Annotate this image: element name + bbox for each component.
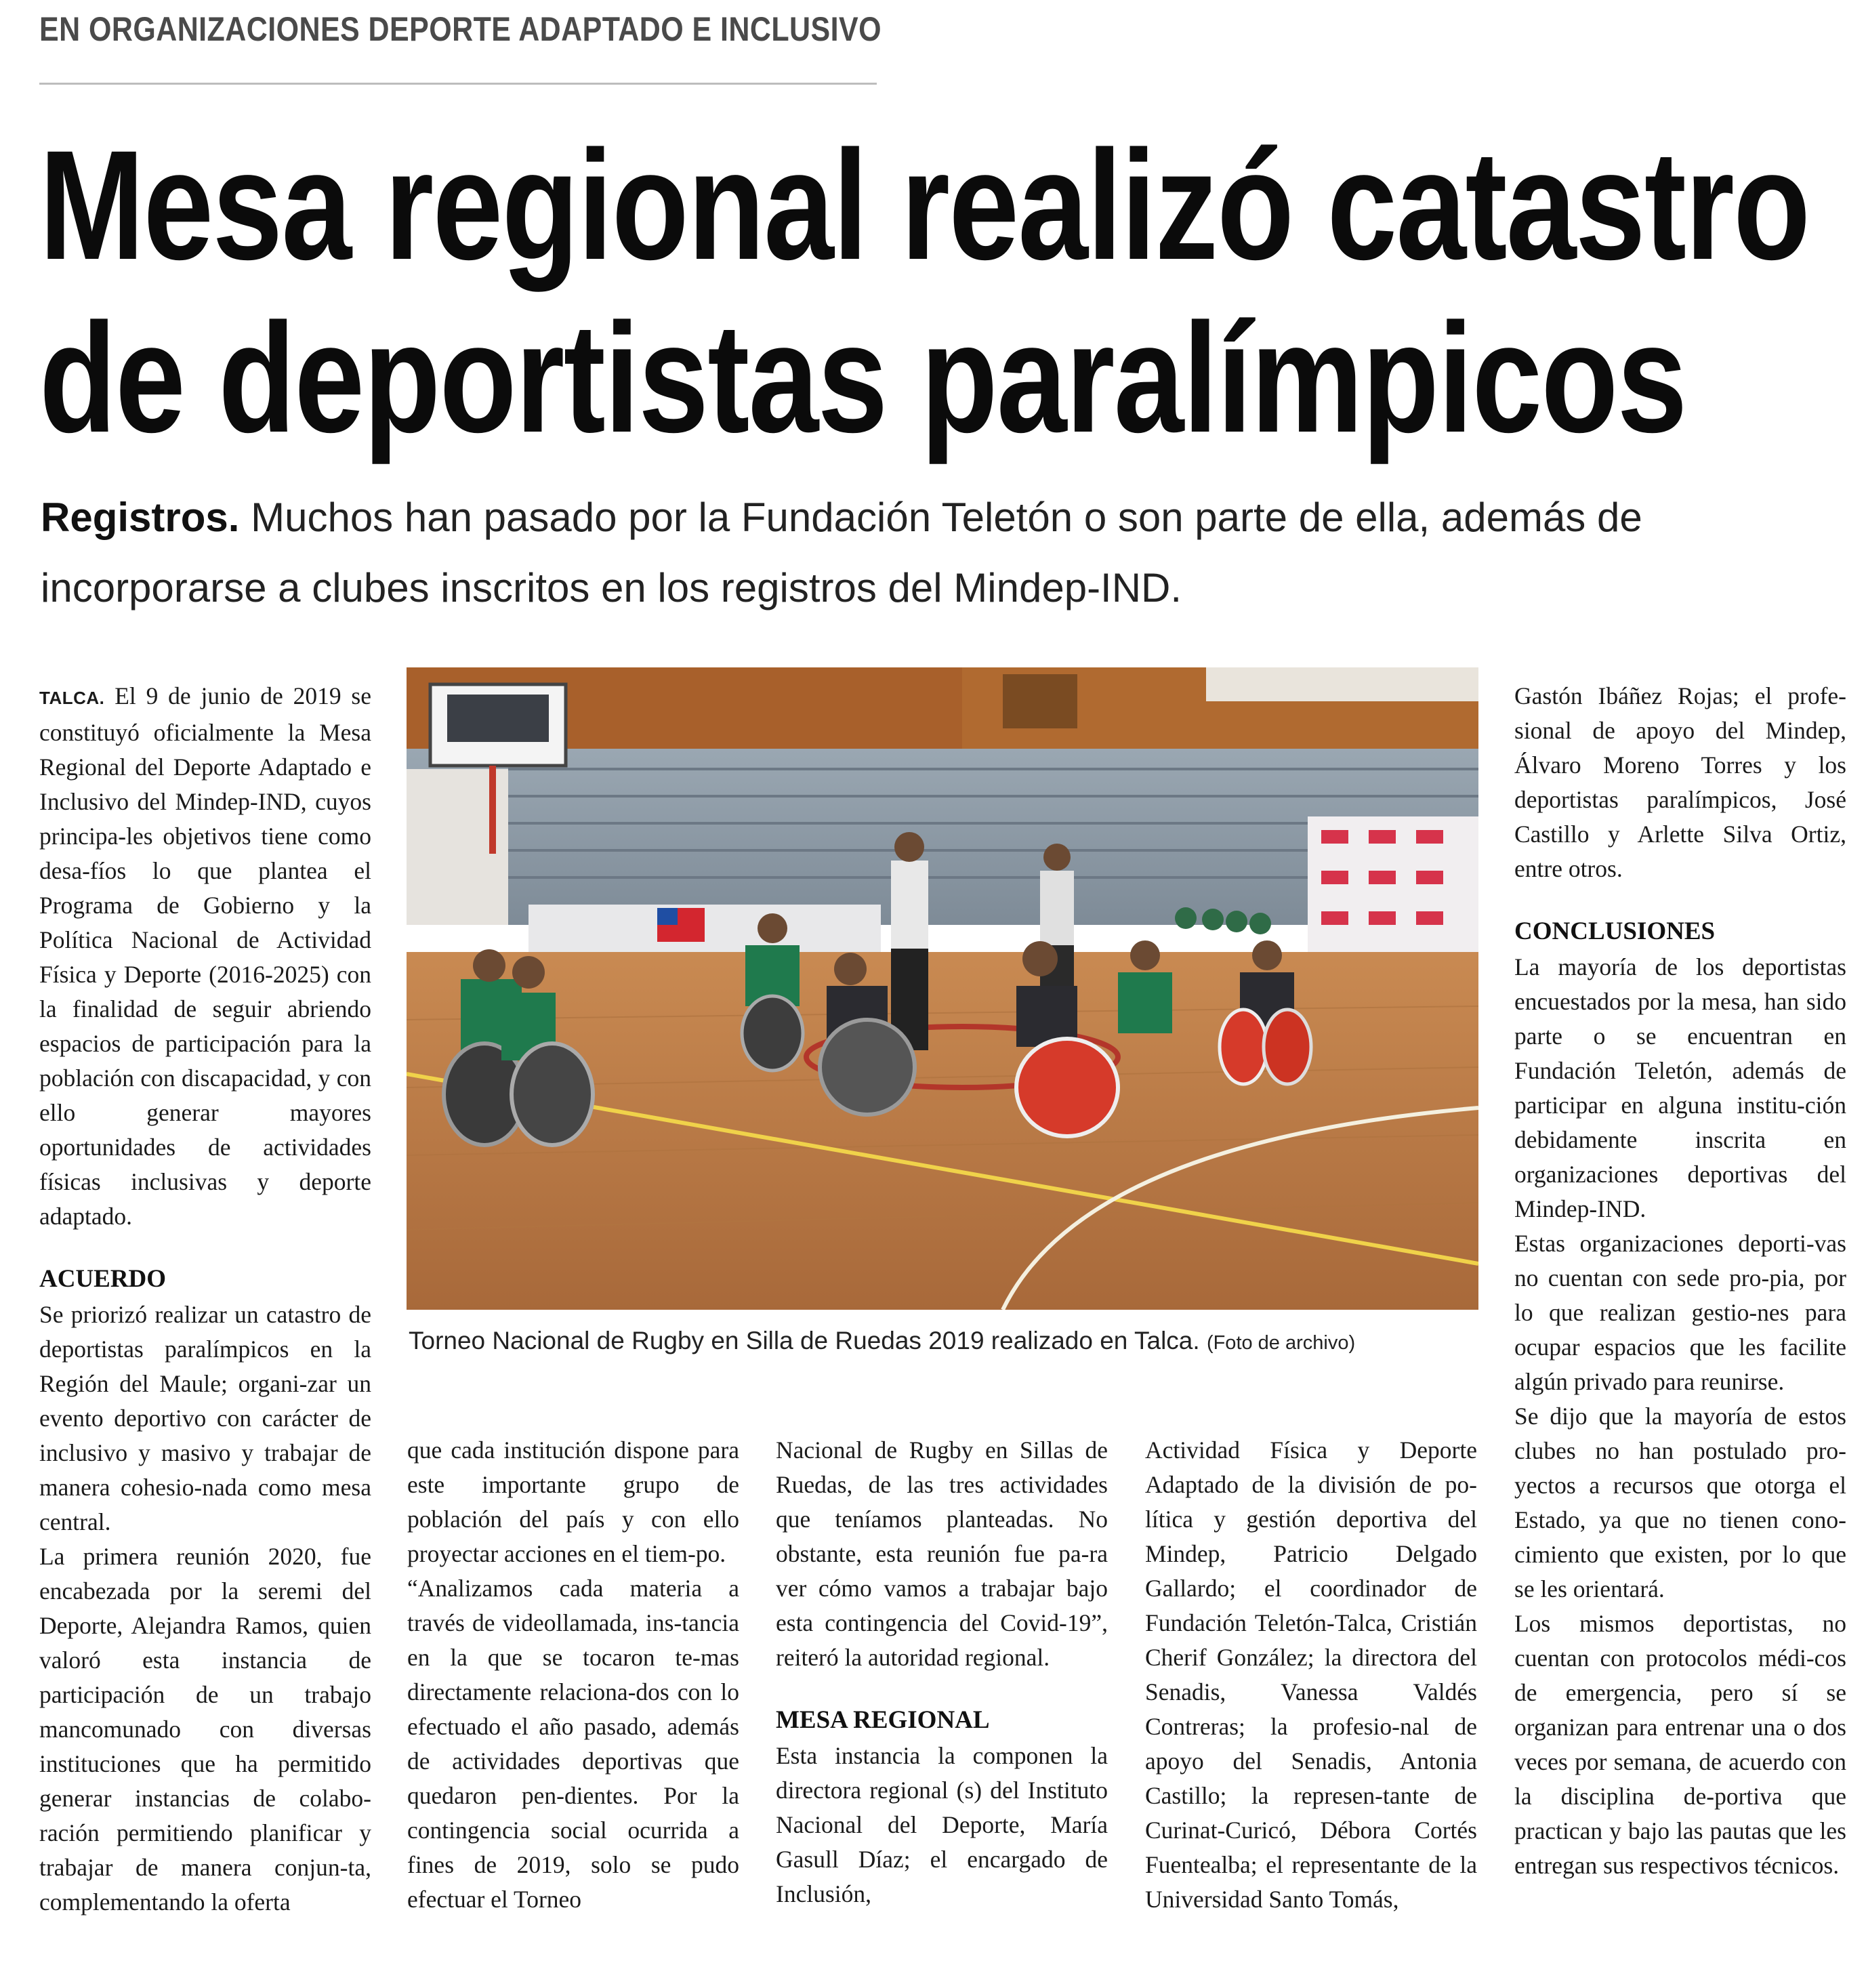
subheading-acuerdo: ACUERDO [39,1265,167,1293]
section-divider [39,83,877,85]
article-column-1 [39,679,371,1920]
deck [41,482,1843,623]
paragraph: Gastón Ibáñez Rojas; el profe-sional de apoyo del Mindep, Álvaro Moreno Torres y los deportistas paralímpicos, José Castillo y Arlette Silva Ortiz, entre otros. [1514,682,1846,882]
paragraph-quote: “Analizamos cada materia a través de videollamada, ins-tancia en la que se tocaron te-mas directamente relaciona-dos con lo efectuado el año pasado, además de actividades deportivas que quedaron pen-dientes. Por la contingencia social ocurrida a fines de 2019, solo se pudo efectuar el Torneo [407,1575,739,1913]
caption-text: Torneo Nacional de Rugby en Silla de Ruedas 2019 realizado en Talca. [409,1327,1200,1354]
photo-credit: (Foto de archivo) [1206,1332,1356,1354]
paragraph: Actividad Física y Deporte Adaptado de la división de po-lítica y gestión deportiva del Mindep, Patricio Delgado Gallardo; el coordinador de Fundación Teletón-Talca, Cristián Cherif González; la directora del Senadis, Vanessa Valdés Contreras; la profesio-nal de apoyo del Senadis, Antonia Castillo; la represen-tante de Curinat-Curicó, Débora Cortés Fuentealba; el representante de la Universidad Santo Tomás, [1145,1436,1477,1913]
headline-line-1: Mesa regional realizó catastro [39,118,1810,292]
paragraph: Estas organizaciones deporti-vas no cuentan con sede pro-pia, por lo que realizan gestio-nes para ocupar espacios que les facilite algún privado para reunirse. [1514,1230,1846,1395]
paragraph: Los mismos deportistas, no cuentan con protocolos médi-cos de emergencia, pero sí se organizan para entrenar una o dos veces por semana, de acuerdo con la disciplina de-portiva que practican y bajo las pautas que les entregan sus respectivos técnicos. [1514,1610,1846,1879]
photo-rugby-wheelchair [407,667,1478,1310]
paragraph: Se priorizó realizar un catastro de deportistas paralímpicos en la Región del Maule; organi-zar un evento deportivo con carácter de inclusivo y masivo y trabajar de manera cohesio-nada como mesa central. [39,1301,371,1535]
headline [39,118,1810,465]
photo-caption [409,1327,1355,1355]
paragraph-intro: El 9 de junio de 2019 se constituyó oficialmente la Mesa Regional del Deporte Adaptado e Inclusivo del Mindep-IND, cuyos principa-les objetivos tiene como desa-fíos lo que plantea el Programa de Gobierno y la Política Nacional de Actividad Física y Deporte (2016-2025) con la finalidad de seguir abriendo espacios de participación para la población con discapacidad, y con ello generar mayores oportunidades de actividades físicas inclusivas y deporte adaptado. [39,682,372,1230]
dateline: TALCA. [39,688,105,708]
paragraph: que cada institución dispone para este importante grupo de población del país y con ello proyectar acciones en el tiem-po. [407,1436,739,1567]
subheading-mesa-regional: MESA REGIONAL [776,1706,990,1734]
deck-text: Muchos han pasado por la Fundación Teletón o son parte de ella, además de incorporarse a clubes inscritos en los registros del Mindep-IND. [41,495,1642,610]
article-column-2 [407,1433,739,1917]
article-column-3 [776,1433,1108,1911]
article-column-5 [1514,679,1846,1883]
article-column-4 [1145,1433,1477,1917]
section-label: EN ORGANIZACIONES DEPORTE ADAPTADO E INCLUSIVO [39,10,882,48]
paragraph: Nacional de Rugby en Sillas de Ruedas, de las tres actividades que teníamos planteadas. No obstante, esta reunión fue pa-ra ver cómo vamos a trabajar bajo esta contingencia del Covid-19”, reiteró la autoridad regional. [776,1436,1108,1671]
paragraph: La mayoría de los deportistas encuestados por la mesa, han sido parte o se encuentran en Fundación Teletón, además de participar en alguna institu-ción debidamente inscrita en organizaciones deportivas del Mindep-IND. [1514,953,1846,1222]
paragraph: La primera reunión 2020, fue encabezada por la seremi del Deporte, Alejandra Ramos, quien valoró esta instancia de participación de un trabajo mancomunado con diversas instituciones que ha permitido generar instancias de colabo-ración permitiendo planificar y trabajar de manera conjun-ta, complementando la oferta [39,1543,371,1915]
headline-line-2: de deportistas paralímpicos [39,291,1686,465]
deck-kicker: Registros. [41,495,240,540]
paragraph: Se dijo que la mayoría de estos clubes no han postulado pro-yectos a recursos que otorga el Estado, ya que no tienen cono-cimiento que existen, por lo que se les orientará. [1514,1403,1846,1602]
paragraph: Esta instancia la componen la directora regional (s) del Instituto Nacional del Deporte, María Gasull Díaz; el encargado de Inclusión, [776,1742,1108,1907]
subheading-conclusiones: CONCLUSIONES [1514,917,1716,945]
